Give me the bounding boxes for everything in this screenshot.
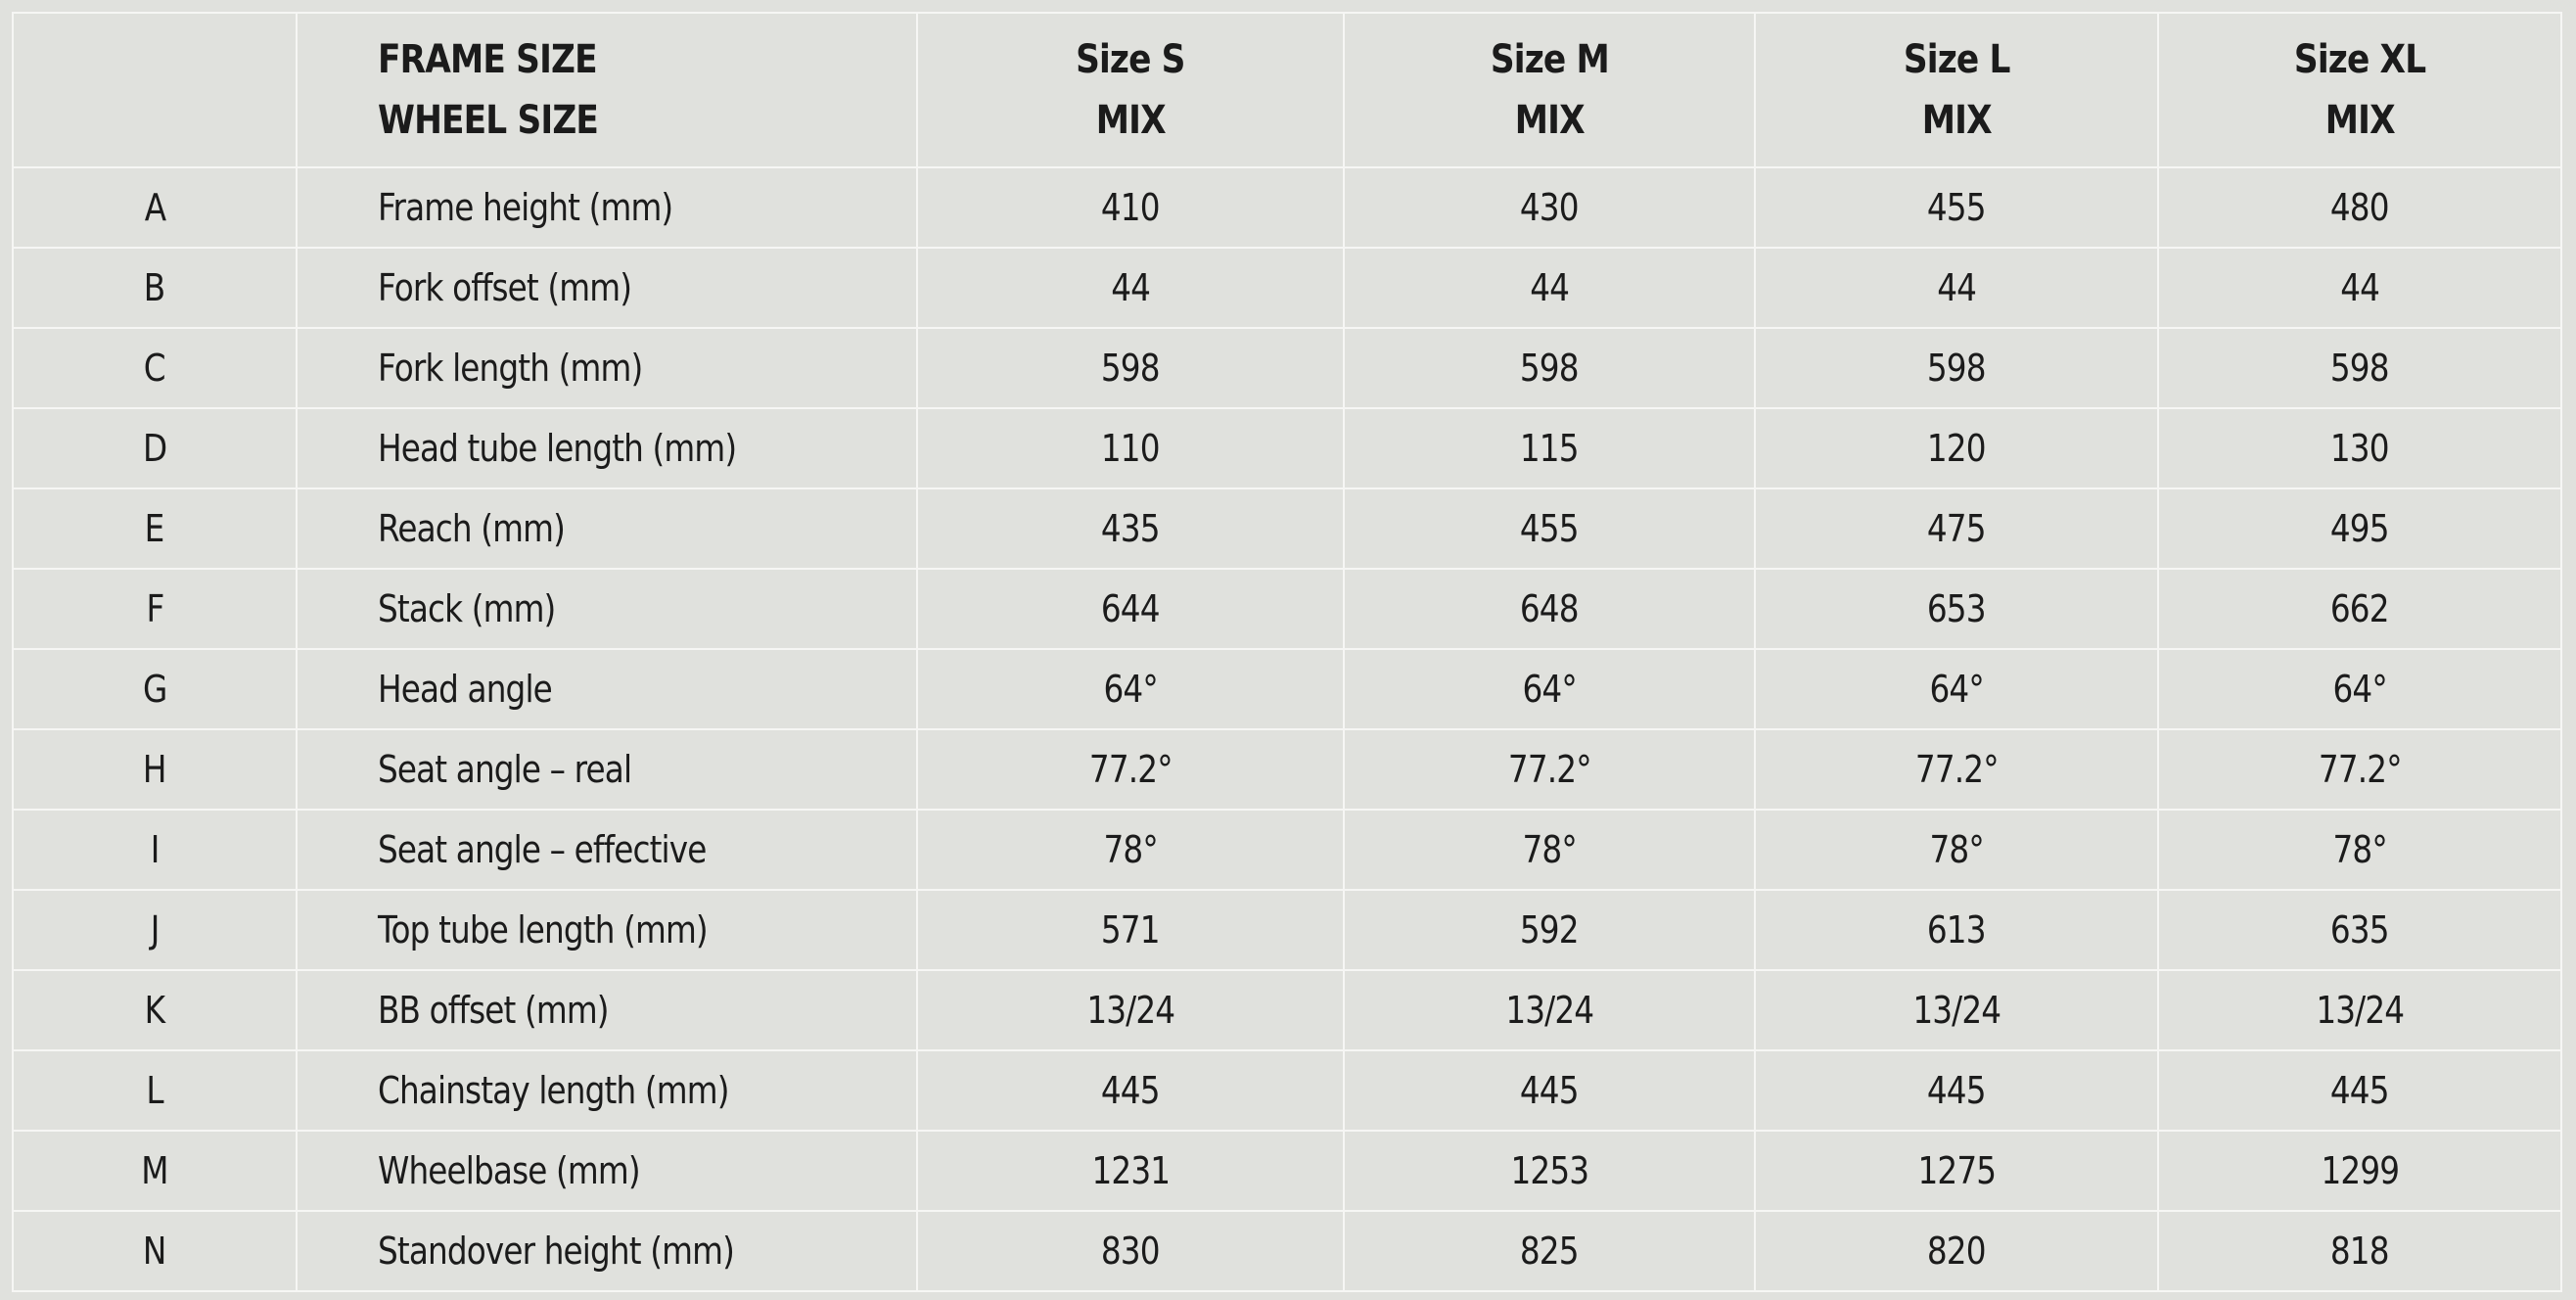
value-size-s: 571 [917, 890, 1344, 970]
row-letter: C [13, 328, 297, 408]
value-size-m: 64° [1344, 649, 1755, 729]
header-size-xl [2158, 13, 2561, 167]
row-label: Standover height (mm) [297, 1211, 917, 1291]
table-row [13, 248, 2561, 328]
row-letter: E [13, 488, 297, 569]
row-label: Seat angle – effective [297, 810, 917, 890]
table-row [13, 328, 2561, 408]
value-size-m: 592 [1344, 890, 1755, 970]
value-size-s: 410 [917, 167, 1344, 248]
row-label: Seat angle – real [297, 729, 917, 810]
table-row [13, 1131, 2561, 1211]
value-size-m: 598 [1344, 328, 1755, 408]
row-letter: D [13, 408, 297, 488]
value-size-l: 445 [1755, 1050, 2158, 1131]
row-letter: A [13, 167, 297, 248]
value-size-s: 1231 [917, 1131, 1344, 1211]
wheel-size-label: WHEEL SIZE [378, 98, 599, 143]
table-row [13, 810, 2561, 890]
row-letter: M [13, 1131, 297, 1211]
row-label: Top tube length (mm) [297, 890, 917, 970]
row-label: Stack (mm) [297, 569, 917, 649]
value-size-s: 598 [917, 328, 1344, 408]
value-size-l: 120 [1755, 408, 2158, 488]
row-letter: B [13, 248, 297, 328]
row-label: Chainstay length (mm) [297, 1050, 917, 1131]
table-row [13, 729, 2561, 810]
row-letter: H [13, 729, 297, 810]
value-size-m: 648 [1344, 569, 1755, 649]
value-size-xl: 662 [2158, 569, 2561, 649]
row-label: Fork length (mm) [297, 328, 917, 408]
header-size-s [917, 13, 1344, 167]
size-name: Size M [1490, 37, 1609, 82]
value-size-l: 455 [1755, 167, 2158, 248]
table-row [13, 167, 2561, 248]
value-size-xl: 64° [2158, 649, 2561, 729]
value-size-l: 78° [1755, 810, 2158, 890]
table-row [13, 890, 2561, 970]
header-row [13, 13, 2561, 167]
value-size-m: 44 [1344, 248, 1755, 328]
wheel-size-value: MIX [1921, 98, 1992, 143]
value-size-s: 644 [917, 569, 1344, 649]
value-size-xl: 818 [2158, 1211, 2561, 1291]
row-label: Frame height (mm) [297, 167, 917, 248]
value-size-xl: 77.2° [2158, 729, 2561, 810]
value-size-l: 475 [1755, 488, 2158, 569]
value-size-m: 115 [1344, 408, 1755, 488]
value-size-xl: 78° [2158, 810, 2561, 890]
value-size-s: 445 [917, 1050, 1344, 1131]
value-size-s: 78° [917, 810, 1344, 890]
value-size-s: 435 [917, 488, 1344, 569]
value-size-m: 78° [1344, 810, 1755, 890]
row-letter: J [13, 890, 297, 970]
wheel-size-value: MIX [1095, 98, 1166, 143]
row-label: Reach (mm) [297, 488, 917, 569]
header-label-cell [297, 13, 917, 167]
header-size-m [1344, 13, 1755, 167]
value-size-xl: 635 [2158, 890, 2561, 970]
size-name: Size L [1903, 37, 2010, 82]
row-letter: N [13, 1211, 297, 1291]
size-name: Size S [1076, 37, 1185, 82]
frame-size-label: FRAME SIZE [378, 37, 597, 82]
row-letter: I [13, 810, 297, 890]
value-size-xl: 13/24 [2158, 970, 2561, 1050]
row-letter: L [13, 1050, 297, 1131]
value-size-xl: 495 [2158, 488, 2561, 569]
row-letter: F [13, 569, 297, 649]
value-size-xl: 44 [2158, 248, 2561, 328]
table-row [13, 1050, 2561, 1131]
value-size-xl: 598 [2158, 328, 2561, 408]
value-size-m: 430 [1344, 167, 1755, 248]
wheel-size-value: MIX [2324, 98, 2395, 143]
value-size-s: 110 [917, 408, 1344, 488]
value-size-m: 1253 [1344, 1131, 1755, 1211]
value-size-l: 77.2° [1755, 729, 2158, 810]
value-size-s: 13/24 [917, 970, 1344, 1050]
table-row [13, 649, 2561, 729]
value-size-m: 77.2° [1344, 729, 1755, 810]
value-size-l: 64° [1755, 649, 2158, 729]
value-size-l: 613 [1755, 890, 2158, 970]
value-size-xl: 1299 [2158, 1131, 2561, 1211]
geometry-table-container [12, 12, 2560, 1286]
value-size-l: 598 [1755, 328, 2158, 408]
table-row [13, 408, 2561, 488]
value-size-l: 820 [1755, 1211, 2158, 1291]
value-size-l: 44 [1755, 248, 2158, 328]
value-size-m: 445 [1344, 1050, 1755, 1131]
value-size-s: 44 [917, 248, 1344, 328]
table-row [13, 488, 2561, 569]
row-label: Head tube length (mm) [297, 408, 917, 488]
value-size-xl: 445 [2158, 1050, 2561, 1131]
value-size-m: 825 [1344, 1211, 1755, 1291]
value-size-s: 830 [917, 1211, 1344, 1291]
value-size-xl: 480 [2158, 167, 2561, 248]
table-row [13, 970, 2561, 1050]
header-size-l [1755, 13, 2158, 167]
table-row [13, 1211, 2561, 1291]
row-label: BB offset (mm) [297, 970, 917, 1050]
row-label: Fork offset (mm) [297, 248, 917, 328]
row-letter: G [13, 649, 297, 729]
value-size-m: 13/24 [1344, 970, 1755, 1050]
header-corner-cell [13, 13, 297, 167]
row-label: Wheelbase (mm) [297, 1131, 917, 1211]
geometry-table [12, 12, 2562, 1292]
row-letter: K [13, 970, 297, 1050]
size-name: Size XL [2293, 37, 2426, 82]
value-size-s: 77.2° [917, 729, 1344, 810]
value-size-s: 64° [917, 649, 1344, 729]
row-label: Head angle [297, 649, 917, 729]
value-size-m: 455 [1344, 488, 1755, 569]
value-size-l: 1275 [1755, 1131, 2158, 1211]
value-size-l: 653 [1755, 569, 2158, 649]
value-size-l: 13/24 [1755, 970, 2158, 1050]
value-size-xl: 130 [2158, 408, 2561, 488]
wheel-size-value: MIX [1514, 98, 1585, 143]
table-row [13, 569, 2561, 649]
